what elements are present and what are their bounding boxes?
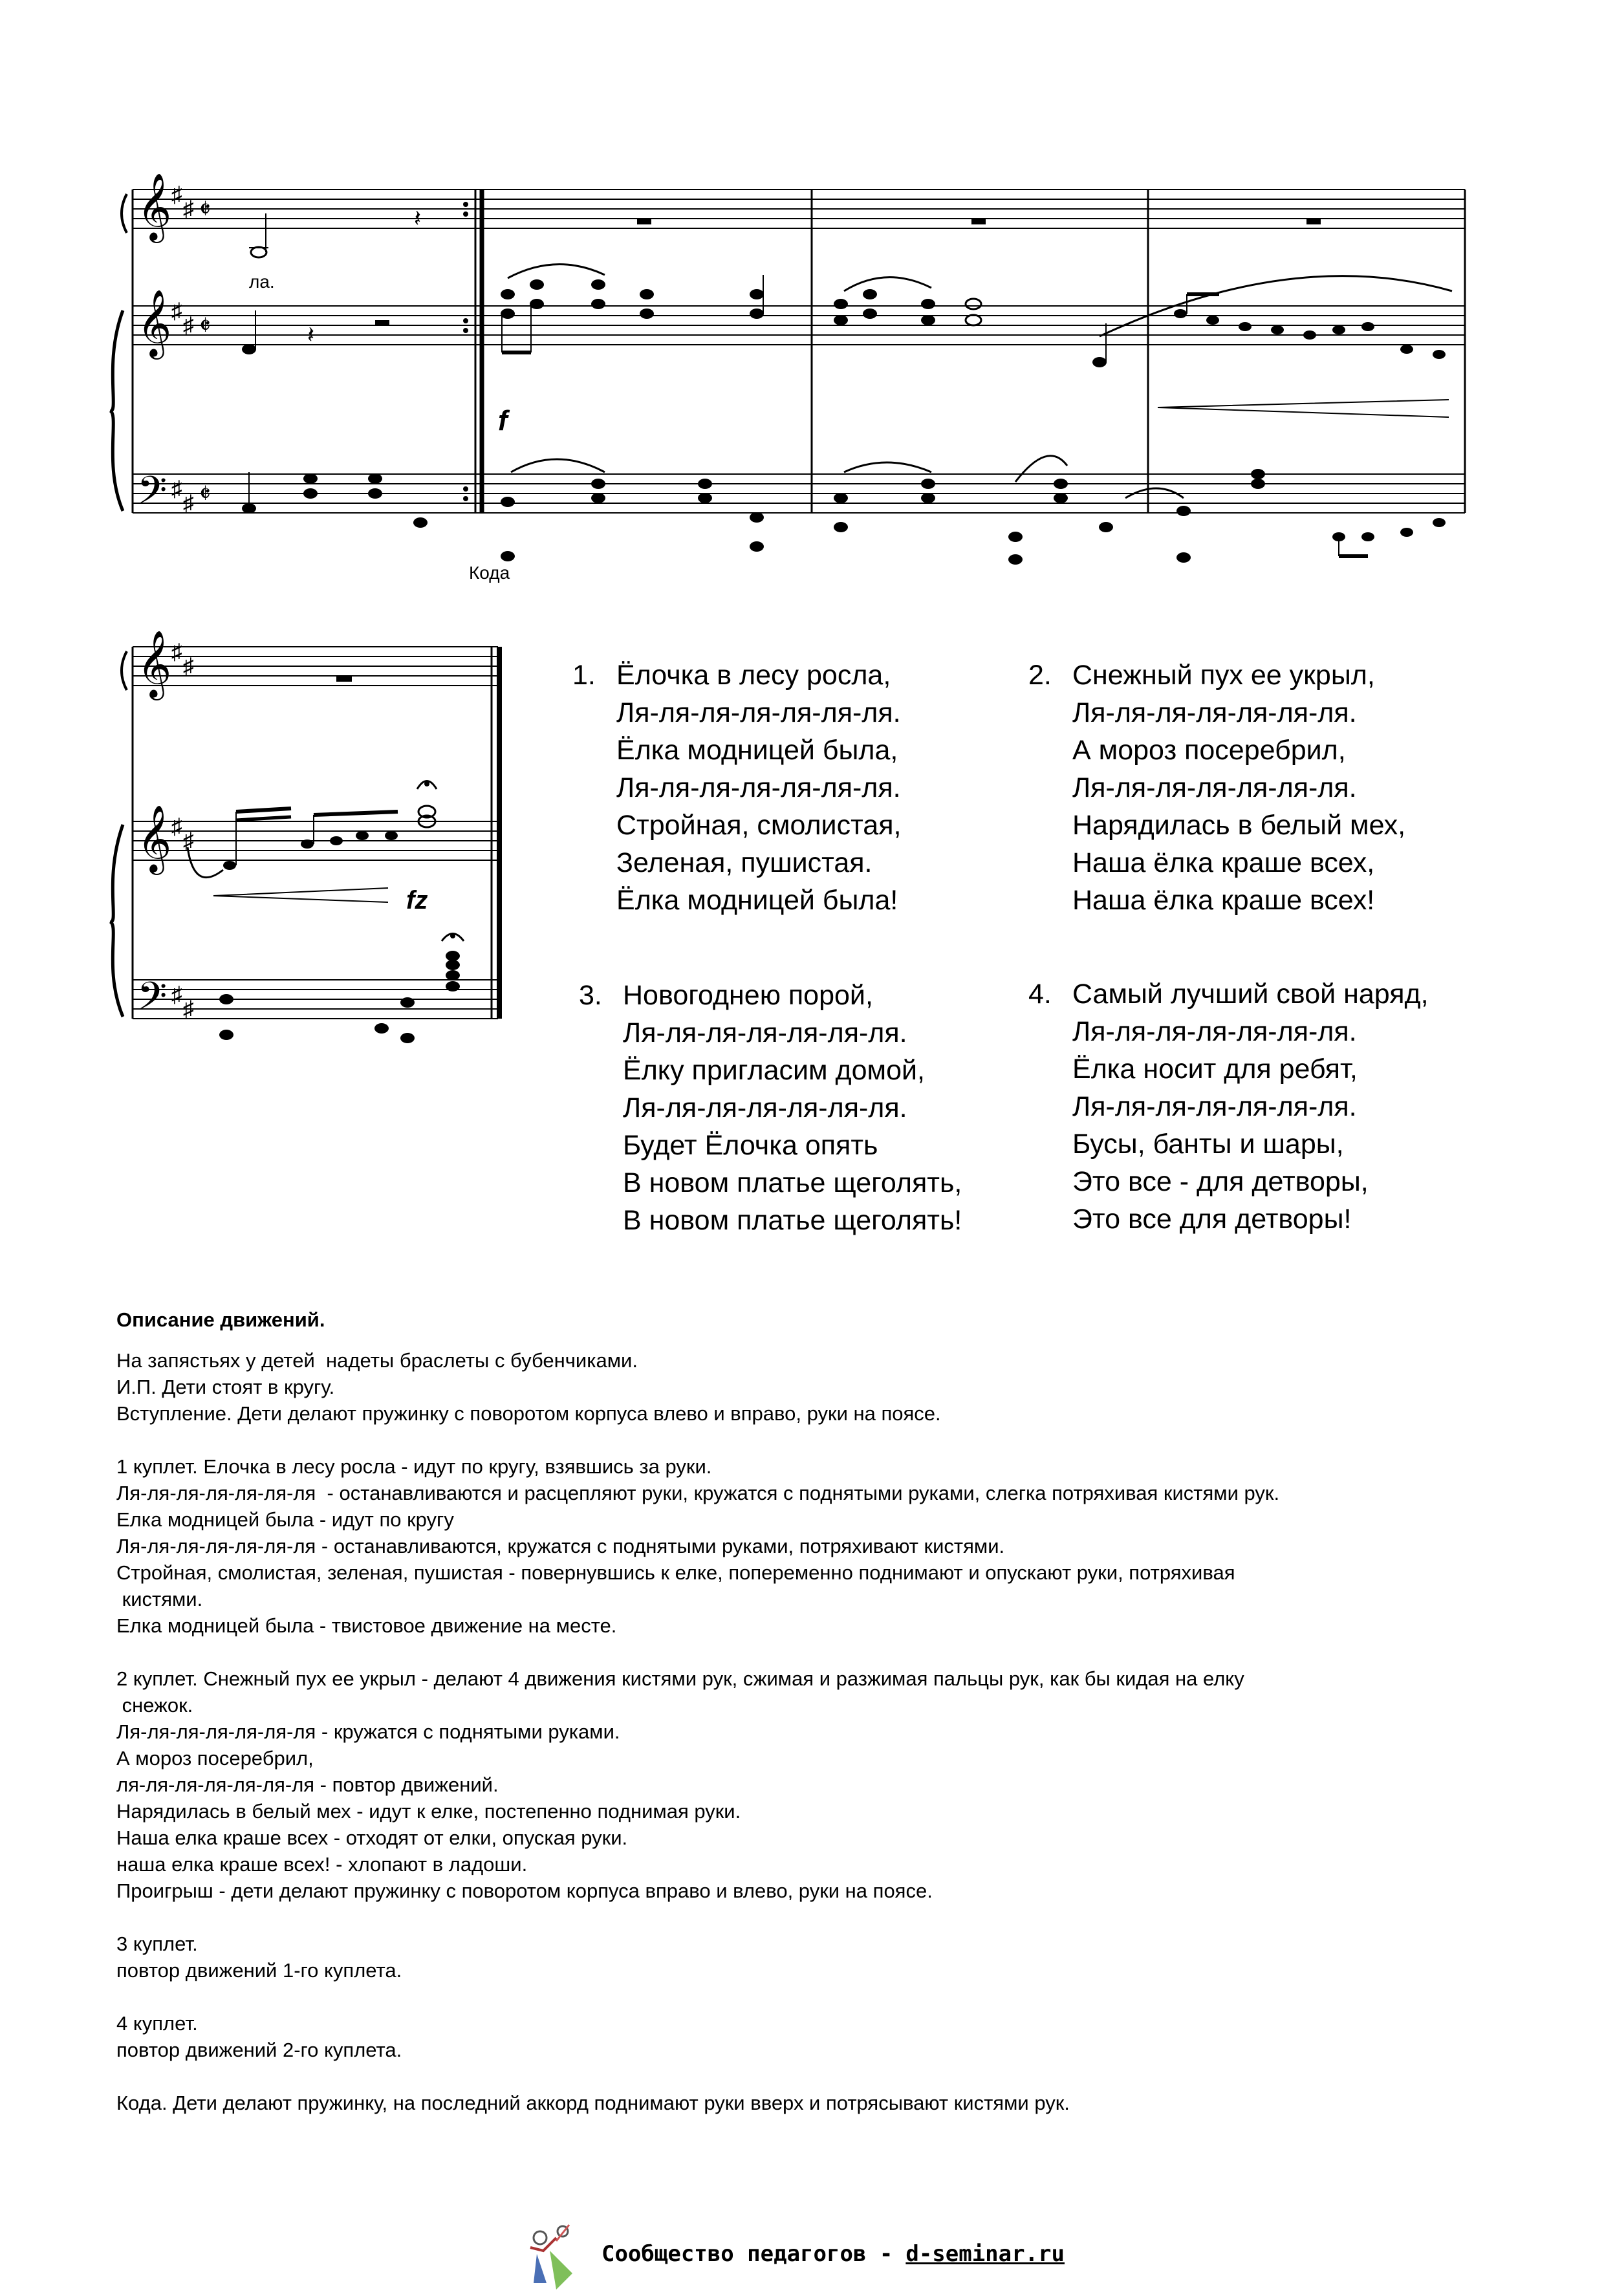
verse-number: 3. [579, 980, 602, 1011]
lyric-syllable: ла. [249, 272, 275, 292]
verse-line: Наша ёлка краше всех! [1072, 885, 1375, 916]
description-line: Наша елка краше всех - отходят от елки, опуская руки. [116, 1826, 628, 1849]
description-line: Вступление. Дети делают пружинку с поворотом корпуса влево и вправо, руки на поясе. [116, 1402, 941, 1425]
description-line: Елка модницей была - твистовое движение на месте. [116, 1614, 617, 1637]
verse-line: В новом платье щеголять! [623, 1205, 962, 1236]
footer [517, 2212, 1065, 2296]
svg-text:𝄵: 𝄵 [199, 312, 211, 340]
verse-line: Ёлку пригласим домой, [623, 1055, 925, 1086]
verse-line: Ля-ля-ля-ля-ля-ля-ля. [1072, 772, 1357, 803]
svg-text:♯: ♯ [171, 814, 182, 839]
verse-line: Стройная, смолистая, [616, 810, 902, 841]
verse-line: Новогоднею порой, [623, 980, 873, 1011]
svg-text:♯: ♯ [183, 313, 194, 338]
verse-line: Ёлка модницей была, [616, 735, 898, 766]
footer-brand: Сообщество педагогов - [602, 2241, 893, 2267]
system-1-text [249, 272, 510, 583]
description-line: Нарядилась в белый мех - идут к елке, постепенно поднимая руки. [116, 1800, 741, 1823]
verse-number: 2. [1028, 660, 1052, 691]
description-line: кистями. [116, 1588, 203, 1610]
verse-1 [572, 656, 901, 919]
svg-text:♯: ♯ [183, 197, 194, 221]
description-line: И.П. Дети стоят в кругу. [116, 1376, 335, 1398]
verse-line: Ля-ля-ля-ля-ля-ля-ля. [1072, 697, 1357, 728]
svg-text:♯: ♯ [171, 640, 182, 664]
verse-line: Ля-ля-ля-ля-ля-ля-ля. [616, 697, 901, 728]
verse-line: Это все - для детворы, [1072, 1166, 1369, 1197]
svg-text:𝄞: 𝄞 [137, 632, 172, 697]
verse-line: Это все для детворы! [1072, 1204, 1352, 1235]
community-logo-icon [517, 2212, 582, 2296]
description-line: Проигрыш - дети делают пружинку с поворотом корпуса вправо и влево, руки на поясе. [116, 1879, 933, 1902]
verse-number: 1. [572, 660, 596, 691]
music-score [0, 0, 1604, 1099]
description-line: 2 куплет. Снежный пух ее укрыл - делают 4 движения кистями рук, сжимая и разжимая пальцы рук, как бы кидая на елку [116, 1667, 1244, 1690]
verse-line: Ля-ля-ля-ля-ля-ля-ля. [1072, 1091, 1357, 1122]
system-1 [110, 190, 1465, 513]
system-2-clefs [137, 631, 194, 1027]
description-title: Описание движений. [116, 1308, 325, 1331]
svg-text:𝄵: 𝄵 [199, 195, 211, 224]
verse-2 [1028, 656, 1405, 919]
svg-text:♯: ♯ [171, 477, 182, 501]
verse-line: Ля-ля-ля-ля-ля-ля-ля. [623, 1092, 907, 1123]
svg-text:𝄽: 𝄽 [414, 205, 422, 232]
description-line: А мороз посеребрил, [116, 1747, 314, 1770]
description-line: 1 куплет. Елочка в лесу росла - идут по кругу, взявшись за руки. [116, 1455, 712, 1478]
coda-label: Кода [469, 563, 510, 583]
svg-text:♯: ♯ [183, 491, 194, 515]
svg-text:𝄽: 𝄽 [307, 321, 315, 348]
description-line: наша елка краше всех! - хлопают в ладоши. [116, 1853, 528, 1876]
clefs-and-keys [137, 174, 211, 521]
svg-text:𝄢: 𝄢 [137, 975, 168, 1027]
system-1-notes [242, 205, 1452, 565]
verse-line: Снежный пух ее укрыл, [1072, 660, 1375, 691]
verse-line: Зеленая, пушистая. [616, 847, 872, 878]
verse-line: А мороз посеребрил, [1072, 735, 1346, 766]
svg-text:♯: ♯ [171, 182, 182, 207]
svg-text:𝄞: 𝄞 [137, 807, 172, 871]
description-line: Ля-ля-ля-ля-ля-ля-ля - останавливаются, кружатся с поднятыми руками, потряхивают кистями. [116, 1535, 1005, 1557]
svg-text:♯: ♯ [183, 829, 194, 853]
verse-line: Ля-ля-ля-ля-ля-ля-ля. [616, 772, 901, 803]
description-line: повтор движений 1-го куплета. [116, 1959, 402, 1982]
svg-text:♯: ♯ [183, 997, 194, 1021]
description-line: Ля-ля-ля-ля-ля-ля-ля - кружатся с поднятыми руками. [116, 1720, 620, 1743]
svg-text:𝄵: 𝄵 [199, 480, 211, 508]
verse-line: Ля-ля-ля-ля-ля-ля-ля. [623, 1017, 907, 1048]
verse-line: Самый лучший свой наряд, [1072, 979, 1429, 1010]
verse-line: Ёлка носит для ребят, [1072, 1054, 1358, 1085]
description-line: Ля-ля-ля-ля-ля-ля-ля - останавливаются и расцепляют руки, кружатся с поднятыми руками, слегка потряхивая кистями рук. [116, 1482, 1280, 1504]
description-line: ля-ля-ля-ля-ля-ля-ля - повтор движений. [116, 1773, 499, 1796]
dynamic-forte: f [498, 405, 508, 437]
description-line: повтор движений 2-го куплета. [116, 2039, 402, 2061]
verse-line: Наша ёлка краше всех, [1072, 847, 1375, 878]
description-line: Елка модницей была - идут по кругу [116, 1508, 454, 1531]
verse-line: Бусы, банты и шары, [1072, 1129, 1344, 1160]
verse-line: Ёлка модницей была! [616, 885, 898, 916]
description-line: 4 куплет. [116, 2012, 198, 2035]
verse-line: Ля-ля-ля-ля-ля-ля-ля. [1072, 1016, 1357, 1047]
description-line: 3 куплет. [116, 1933, 198, 1955]
verse-number: 4. [1028, 979, 1052, 1010]
verse-line: Ёлочка в лесу росла, [616, 660, 891, 691]
description-line: снежок. [116, 1694, 193, 1717]
site-link[interactable]: d-seminar.ru [905, 2241, 1065, 2267]
svg-text:𝄞: 𝄞 [137, 291, 172, 356]
verse-3 [579, 977, 962, 1239]
svg-text:𝄢: 𝄢 [137, 470, 168, 521]
svg-text:♯: ♯ [171, 982, 182, 1007]
svg-text:♯: ♯ [183, 654, 194, 678]
verse-line: Нарядилась в белый мех, [1072, 810, 1406, 841]
verse-line: В новом платье щеголять, [623, 1167, 962, 1198]
verse-4 [1028, 975, 1429, 1238]
verse-line: Будет Ёлочка опять [623, 1130, 878, 1161]
description-line: Стройная, смолистая, зеленая, пушистая - повернувшись к елке, попеременно поднимают и опускают руки, потряхивая [116, 1561, 1235, 1584]
dynamic-fz: fz [406, 886, 428, 915]
movement-description [116, 1306, 1507, 2116]
description-line: Кода. Дети делают пружинку, на последний аккорд поднимают руки вверх и потрясывают кистями рук. [116, 2092, 1070, 2114]
svg-text:𝄞: 𝄞 [137, 175, 172, 239]
description-line: На запястьях у детей надеты браслеты с бубенчиками. [116, 1349, 638, 1372]
svg-text:♯: ♯ [171, 299, 182, 323]
